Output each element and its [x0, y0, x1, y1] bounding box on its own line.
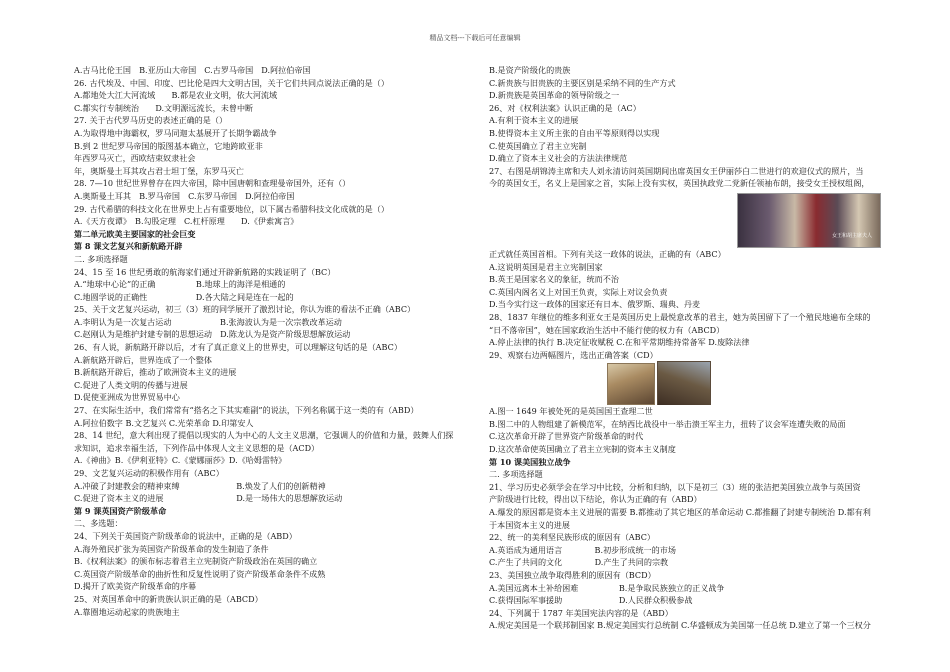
section-heading: 第 9 课英国资产阶级革命	[74, 505, 167, 516]
text-line: D.揭开了欧美资产阶级革命的序幕	[74, 581, 197, 592]
text-line: 年西罗马灭亡，西欧结束奴隶社会	[74, 153, 196, 164]
text-line: A.停止法律的执行 B.决定征收赋税 C.在和平常期维持常备军 D.废除法律	[489, 337, 750, 348]
text-line: 求知识，追求幸福生活，下列作品中体现人文主义思想的是（ACD）	[74, 442, 320, 453]
text-line: 今的英国女王，名义上是国家之首，实际上没有实权，英国执政党二党新任领袖布朗，接受女王授权组阁，	[489, 178, 870, 189]
text-line: 23、美国独立战争取得胜利的原因有（BCD）	[489, 570, 656, 580]
text-line: 28. 7—10 世纪世界曾存在四大帝国，除中国唐朝和查理曼帝国外，还有（）	[74, 178, 351, 189]
text-line: A.李明认为是一次复古运动 B.张海波认为是一次宗教改革运动	[74, 316, 342, 327]
text-line: D.当今实行这一政体的国家还有日本、俄罗斯、瑞典、丹麦	[489, 299, 701, 310]
text-line: 28、14 世纪，意大利出现了提倡以现实的人为中心的人文主义思潮，它强调人的价值和力量，鼓舞人们探	[74, 430, 454, 441]
text-line: 21、学习历史必须学会在学习中比较，分析和归纳，以下是初三（3）班的张洁把美国独立战争与英国资	[489, 481, 861, 492]
right-column	[489, 64, 881, 632]
text-line: A.《天方夜谭》 B.勾股定理 C.杠杆原理 D.《伊索寓言》	[74, 216, 299, 227]
text-line: 25、对英国革命中的新贵族认识正确的是（ABCD）	[74, 593, 263, 604]
text-line: B.新航路开辟后，推动了欧洲资本主义的进展	[74, 367, 237, 378]
text-line: C.促进了人类文明的传播与进展	[74, 379, 188, 390]
text-line: “日不落帝国”，她在国家政治生活中不能行使的权力有（ABCD）	[489, 324, 725, 335]
text-line: 22、统一的美利坚民族形成的原因有（ABC）	[489, 532, 656, 543]
text-line: 二. 多项选择题	[489, 469, 543, 480]
text-line: 26. 古代埃及、中国、印度、巴比伦是四大文明古国，关于它们共同点说法正确的是（）	[74, 77, 389, 88]
text-line: B.英王是国家名义的象征，统而不治	[489, 274, 619, 285]
text-line: 年，奥斯曼土耳其攻占君士坦丁堡，东罗马灭亡	[74, 165, 244, 176]
text-line: D.这次革命使英国确立了君主立宪制的资本主义制度	[489, 444, 676, 455]
text-line: B.到 2 世纪罗马帝国的版图基本确立，它地跨欧亚非	[74, 140, 263, 151]
text-line: A.靠圈地运动起家的贵族地主	[74, 606, 180, 617]
text-line: B.图二中的人物组建了新模范军，在纳西比战役中一举击溃王军主力，扭转了议会军连遭失败的局面	[489, 418, 846, 429]
text-line: A.图一 1649 年被处死的是英国国王查理二世	[489, 406, 653, 417]
text-line: A.新航路开辟后，世界连成了一个整体	[74, 354, 212, 365]
photo-question-block	[489, 190, 881, 248]
paintings-block	[489, 361, 881, 405]
photo-caption: 女王和胡主席夫人	[831, 233, 872, 240]
left-column	[74, 64, 474, 618]
text-line: C.这次革命开辟了世界资产阶级革命的时代	[489, 431, 644, 442]
text-line: D.促使亚洲成为世界贸易中心	[74, 392, 180, 403]
text-line: 27. 关于古代罗马历史的表述正确的是（）	[74, 115, 228, 126]
text-line: 27、在实际生活中，我们常常有“搭名之下其实难副”的说法，下列名称属于这一类的有（ABD）	[74, 405, 419, 416]
text-line: A.“地球中心论”的正确 B.地球上的海洋是相通的	[74, 279, 286, 290]
text-line: C.都实行专制统治 D.文明源远流长，未曾中断	[74, 102, 254, 113]
text-line: 26、对《权利法案》认识正确的是（AC）	[489, 102, 641, 113]
painting-two	[657, 361, 711, 405]
text-line: B.使得资本主义所主张的自由平等原则得以实现	[489, 127, 660, 138]
text-line: 24、15 至 16 世纪勇敢的航海家们通过开辟新航路的实践证明了（BC）	[74, 266, 336, 277]
text-line: D.确立了资本主义社会的方法法律规范	[489, 153, 628, 164]
text-line: 28、1837 年继位的维多利亚女王是英国历史上最悦意改革的君主，她为英国留下了一个殖民地遍布全球的	[489, 311, 871, 322]
text-line: A.《神曲》B.《伊利亚特》C.《蒙娜丽莎》D.《哈姆雷特》	[74, 455, 287, 466]
painting-one	[607, 363, 655, 405]
text-line: 24、下列关于英国资产阶级革命的说法中，正确的是（ABD）	[74, 530, 297, 541]
text-line: 于本国资本主义的进展	[489, 519, 570, 530]
text-line: A.美国远离本土补给困难 B.是争取民族独立的正义战争	[489, 582, 725, 593]
text-line: 26、有人说，新航路开辟以后，才有了真正意义上的世界史，可以理解这句话的是（ABC）	[74, 342, 402, 353]
text-line: C.获得国际军事援助 D.人民群众积极参战	[489, 595, 693, 606]
text-line: A.这说明英国是君主立宪制国家	[489, 261, 603, 272]
text-line: A.都地处大江大河流域 B.都是农业文明，依大河流域	[74, 90, 278, 101]
text-line: 24、下列属于 1787 年美国宪法内容的是（ABD）	[489, 607, 673, 618]
text-line: 二、多选题：	[74, 518, 123, 529]
text-line: C.英国内阁名义上对国王负责，实际上对议会负责	[489, 286, 668, 297]
text-line: 正式就任英国首相。下列有关这一政体的说法，正确的有（ABC）	[489, 248, 726, 259]
text-line: B.《权利法案》的颁布标志着君主立宪制资产阶级政治在英国的确立	[74, 556, 318, 567]
page-header: 精品文档---下载后可任意编辑	[429, 34, 521, 42]
text-line: 29. 古代希腊的科技文化在世界史上占有重要地位，以下属古希腊科技文化成就的是（）	[74, 203, 389, 214]
text-line: 产阶级进行比较，得出以下结论，你认为正确的有（ABD）	[489, 494, 702, 505]
text-line: C.地圆学说的正确性 D.各大陆之间是连在一起的	[74, 291, 294, 302]
text-line: C.使英国确立了君主立宪制	[489, 140, 587, 151]
section-heading: 第二单元欧美主要国家的社会巨变	[74, 228, 196, 239]
text-line: A.英语成为通用语言 B.初步形成统一的市场	[489, 544, 676, 555]
text-line: A.有利于资本主义的进展	[489, 115, 579, 126]
text-line: A.规定美国是一个联邦制国家 B.规定美国实行总统制 C.华盛顿成为美国第一任总统 D.建立了第一个三权分	[489, 620, 871, 631]
text-line: 25、关于文艺复兴运动，初三（3）班的同学展开了激烈讨论，你认为谁的看法不正确（ABC）	[74, 304, 416, 315]
text-line: 29、文艺复兴运动的积极作用有（ABC）	[74, 468, 224, 478]
text-line: A.阿拉伯数字 B.文艺复兴 C.光荣革命 D.印第安人	[74, 417, 254, 428]
text-line: A.奥斯曼土耳其 B.罗马帝国 C.东罗马帝国 D.阿拉伯帝国	[74, 190, 295, 201]
reception-photo	[737, 193, 881, 248]
text-line: 27、右图是胡锦涛主席和夫人刘永清访问英国期间出席英国女王伊丽莎白二世进行的欢迎仪式的照片，当	[489, 165, 864, 176]
section-heading: 第 10 课美国独立战争	[489, 456, 571, 467]
text-line: C.赵刚认为是维护封建专制的思想运动 D.陈龙认为是资产阶级思想解放运动	[74, 329, 351, 340]
text-line: C.产生了共同的文化 D.产生了共同的宗教	[489, 557, 669, 568]
text-line: A.冲破了封建教会的精神束缚 B.焕发了人们的创新精神	[74, 480, 326, 491]
text-line: C.英国资产阶级革命的曲折性和反复性说明了资产阶级革命条件不成熟	[74, 568, 326, 579]
text-line: C.新贵族与旧贵族的主要区别是采纳不同的生产方式	[489, 77, 676, 88]
text-line: 29、观察右边两幅图片，选出正确答案（CD）	[489, 349, 658, 360]
text-line: A.爆发的原因都是资本主义进展的需要 B.都推动了其它地区的革命运动 C.都推翻了封建专制统治 D.都有利	[489, 507, 871, 518]
text-line: B.是资产阶级化的贵族	[489, 65, 571, 75]
text-line: A.为取得地中海霸权，罗马同迦太基展开了长期争霸战争	[74, 127, 277, 138]
text-line: D.新贵族是英国革命的领导阶级之一	[489, 90, 620, 101]
text-line: A.古马比伦王国 B.亚历山大帝国 C.古罗马帝国 D.阿拉伯帝国	[74, 65, 311, 75]
text-line: A.海外殖民扩张为英国资产阶级革命的发生制造了条件	[74, 543, 269, 554]
text-line: 二. 多项选择题	[74, 253, 128, 264]
section-heading: 第 8 课文艺复兴和新航路开辟	[74, 241, 183, 252]
text-line: C.促进了资本主义的进展 D.是一场伟大的思想解放运动	[74, 493, 343, 504]
